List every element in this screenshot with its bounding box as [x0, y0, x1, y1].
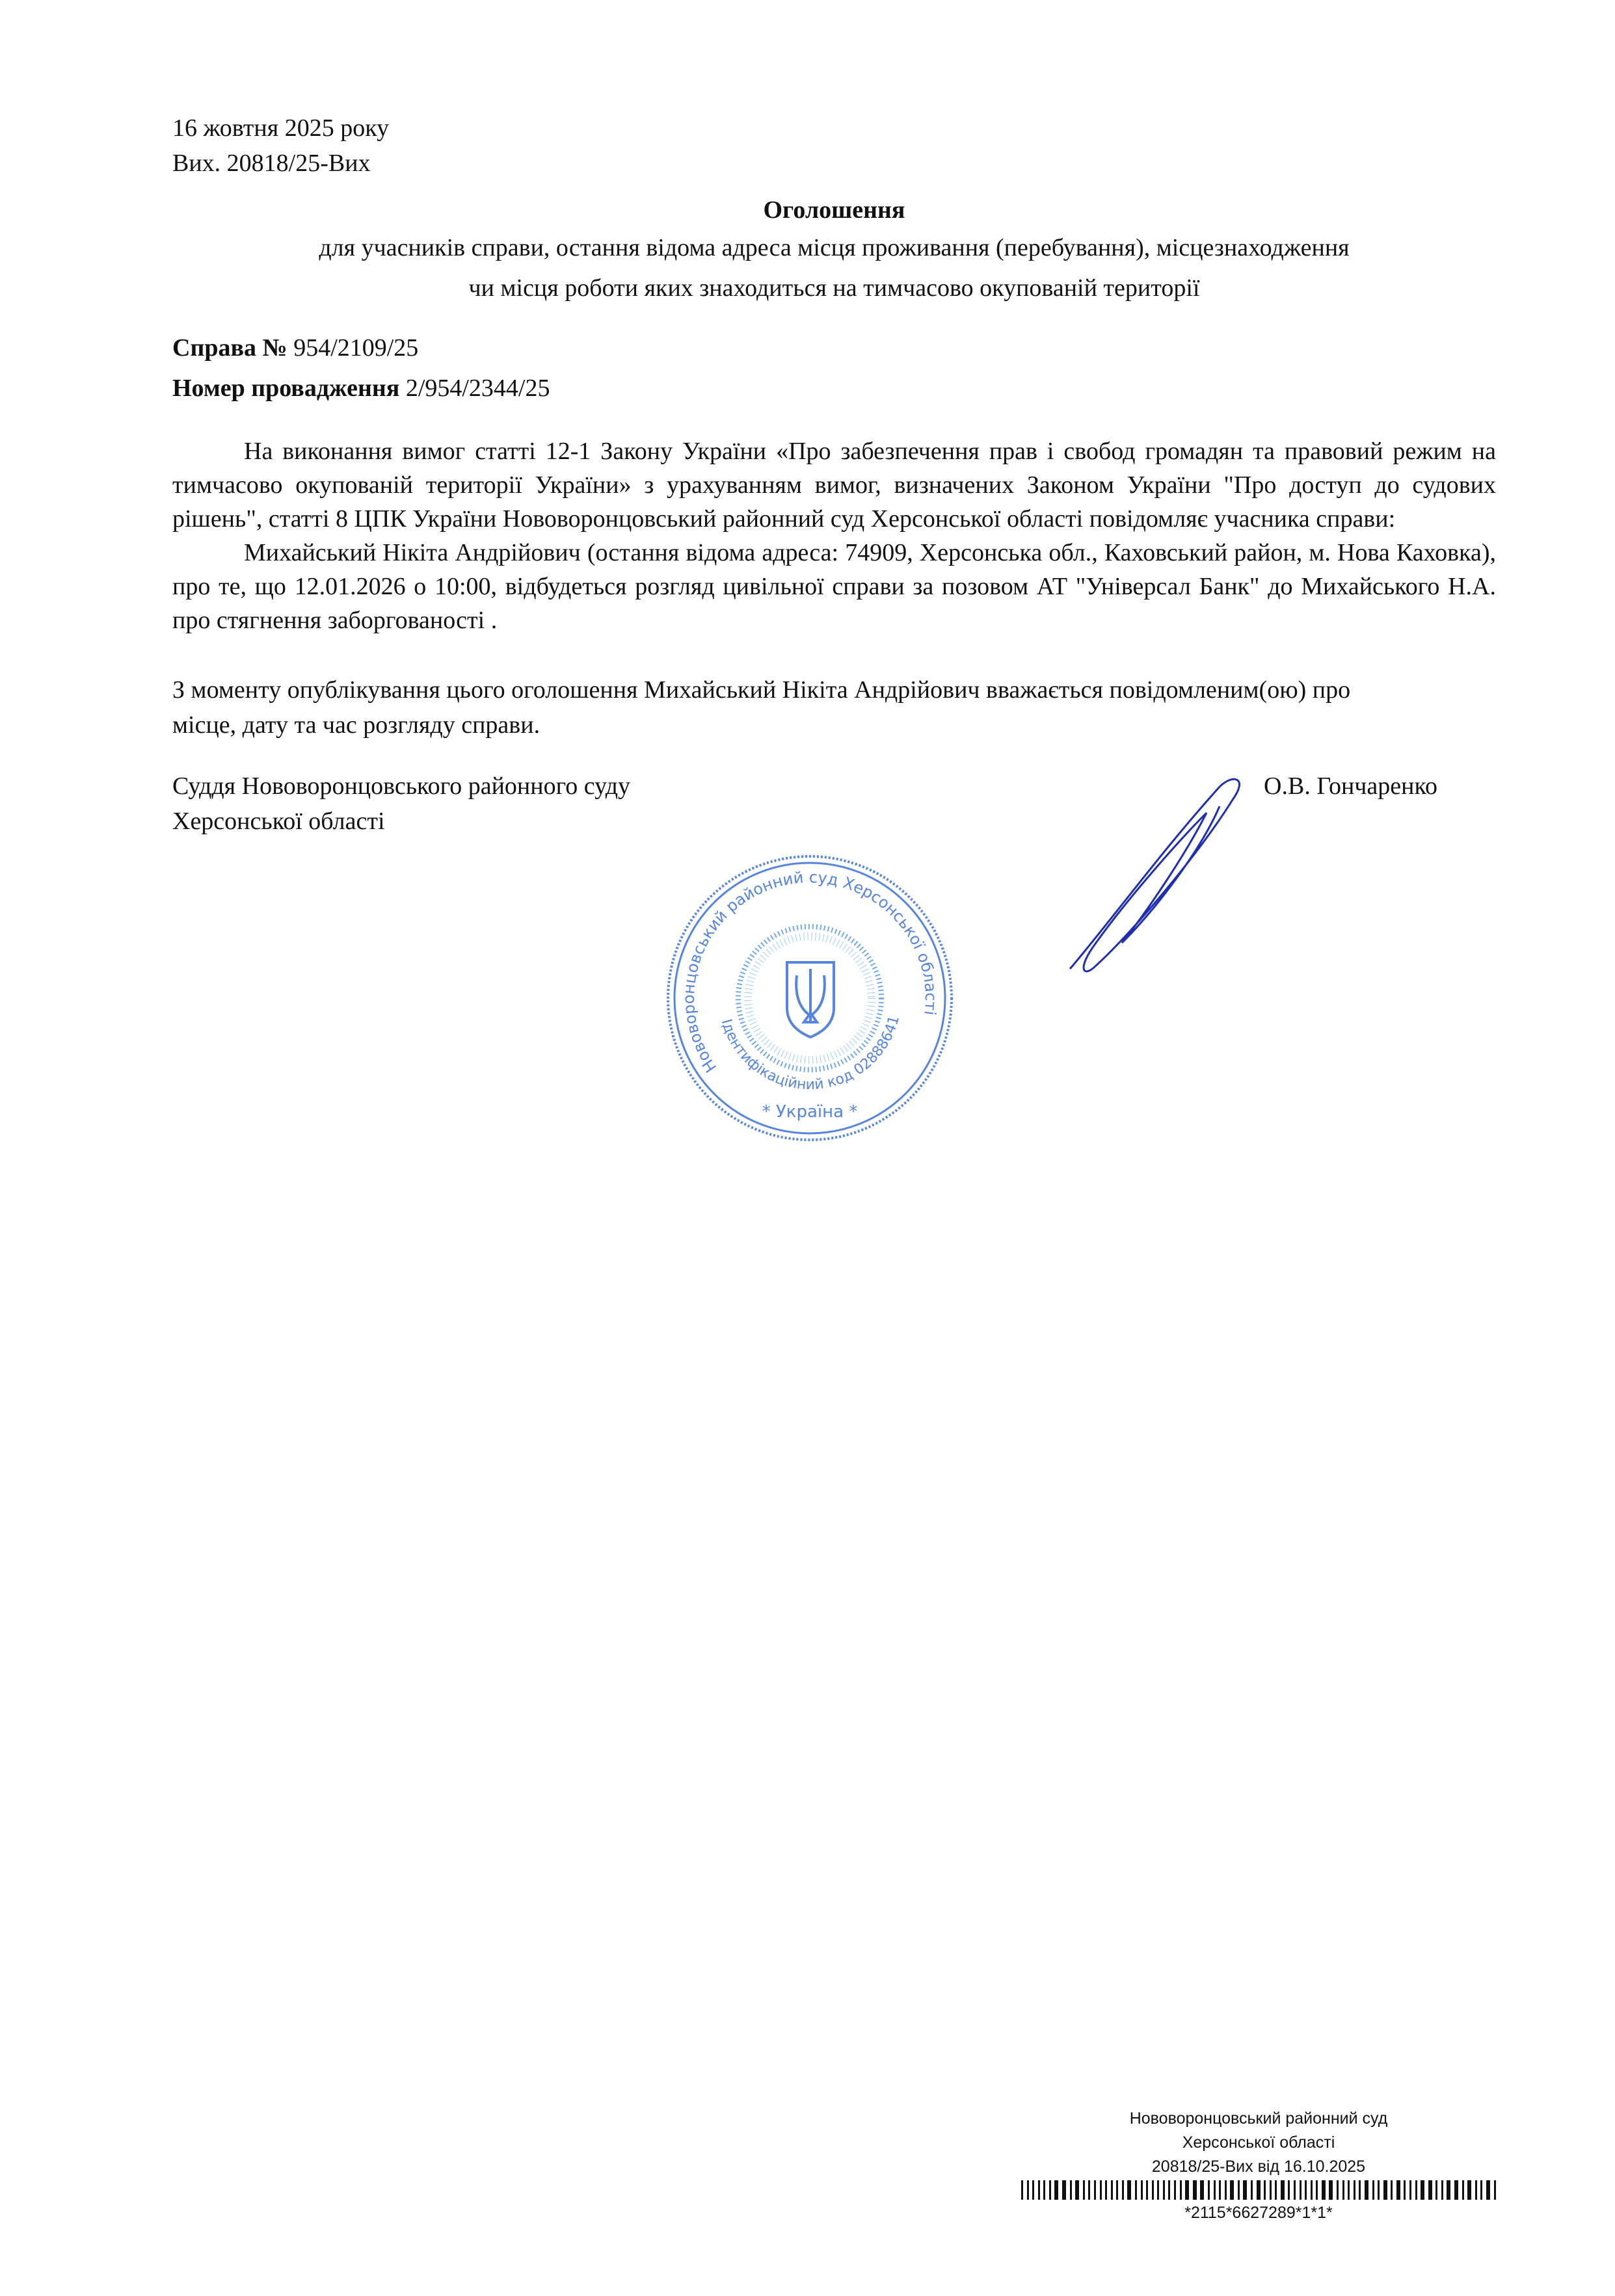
case-info	[172, 328, 1496, 408]
barcode-bar	[1281, 2180, 1285, 2200]
barcode-bar	[1185, 2180, 1189, 2200]
trident-icon	[787, 962, 834, 1037]
case-label: Справа №	[172, 334, 287, 362]
barcode-bar	[1329, 2180, 1333, 2200]
judge-signature	[1057, 767, 1278, 982]
announcement-body	[172, 434, 1496, 637]
barcode-bar	[1116, 2180, 1118, 2200]
signature-position	[172, 769, 630, 839]
barcode-bar	[1157, 2180, 1159, 2200]
body-paragraph-2: Михайський Нікіта Андрійович (остання відома адреса: 74909, Херсонська обл., Каховський район, м. Нова Каховка), про те, що 12.01.2026 о 10:00, відбудеться розгляд цивільної справи за позовом АТ "Універсал Банк" до Михайського Н.А. про стягнення заборгованості .	[172, 539, 1496, 634]
barcode-bar	[1251, 2180, 1253, 2200]
barcode-bar	[1174, 2180, 1176, 2200]
registration-footer	[1015, 2107, 1502, 2225]
barcode-bar	[1100, 2180, 1102, 2200]
barcode-bar	[1152, 2180, 1154, 2200]
barcode-bar	[1348, 2180, 1350, 2200]
barcode-bar	[1200, 2180, 1204, 2200]
court-stamp	[663, 852, 956, 1144]
document-subtitle	[172, 228, 1496, 308]
barcode-bar	[1105, 2180, 1107, 2200]
document-header	[172, 111, 1496, 181]
barcode-bar	[1032, 2180, 1034, 2200]
barcode-bar	[1305, 2180, 1307, 2200]
barcode-text: *2115*6627289*1*1*	[1184, 2204, 1333, 2222]
case-number: 954/2109/25	[293, 334, 419, 362]
barcode-bar	[1135, 2180, 1137, 2200]
barcode-bar	[1404, 2180, 1406, 2200]
barcode-bar	[1146, 2180, 1148, 2200]
proceeding-number: 2/954/2344/25	[405, 375, 550, 402]
barcode-bar	[1043, 2180, 1045, 2200]
barcode-bar	[1316, 2180, 1318, 2200]
body-paragraph-1: На виконання вимог статті 12-1 Закону України «Про забезпечення прав і свобод громадян та правовий режим на тимчасово окупованій території України» з урахуванням вимог, визначених Законом України "Про доступ до судових рішень", статті 8 ЦПК України Нововоронцовський районний суд Херсонської області повідомляє учасника справи:	[172, 438, 1496, 533]
judge-region: Херсонської області	[172, 808, 385, 835]
barcode-bar	[1311, 2180, 1313, 2200]
barcode-bar	[1354, 2180, 1355, 2200]
barcode-bar	[1062, 2180, 1066, 2200]
footer-region: Херсонської області	[1182, 2133, 1335, 2152]
barcode-bar	[1365, 2180, 1368, 2200]
barcode-bar	[1219, 2180, 1221, 2200]
barcode-bar	[1180, 2180, 1182, 2200]
barcode-bar	[1359, 2180, 1361, 2200]
barcode	[1021, 2180, 1496, 2200]
barcode-bar	[1111, 2180, 1113, 2200]
barcode-bar	[1238, 2180, 1240, 2200]
barcode-bar	[1441, 2180, 1443, 2200]
barcode-bar	[1214, 2180, 1216, 2200]
barcode-bar	[1378, 2180, 1380, 2200]
barcode-bar	[1288, 2180, 1290, 2200]
barcode-bar	[1193, 2180, 1197, 2200]
barcode-bar	[1275, 2180, 1277, 2200]
barcode-bar	[1083, 2180, 1085, 2200]
judge-position: Суддя Нововоронцовського районного суду	[172, 772, 631, 800]
barcode-bar	[1163, 2180, 1165, 2200]
barcode-bar	[1070, 2180, 1072, 2200]
barcode-bar	[1049, 2180, 1051, 2200]
barcode-bar	[1021, 2180, 1023, 2200]
stamp-outer-text: Нововоронцовський районний суд Херсонської області	[679, 868, 941, 1076]
barcode-bar	[1294, 2180, 1296, 2200]
judge-name: О.В. Гончаренко	[1264, 772, 1437, 800]
document-date: 16 жовтня 2025 року	[172, 114, 390, 142]
barcode-bar	[1454, 2180, 1458, 2200]
barcode-bar	[1208, 2180, 1210, 2200]
footer-court: Нововоронцовський районний суд	[1129, 2109, 1388, 2128]
barcode-bar	[1467, 2180, 1471, 2200]
stamp-inner-text: Ідентифікаційний код 02888641	[717, 1014, 903, 1094]
stamp-bottom-text: * Україна *	[762, 1102, 858, 1122]
barcode-bar	[1480, 2180, 1482, 2200]
stamp-signature-area	[172, 852, 1496, 1151]
barcode-bar	[1421, 2180, 1424, 2200]
barcode-bar	[1243, 2180, 1247, 2200]
barcode-bar	[1396, 2180, 1400, 2200]
outgoing-number: Вих. 20818/25-Вих	[172, 150, 371, 177]
subtitle-line: для учасників справи, остання відома адреса місця проживання (перебування), місцезнаходження	[319, 234, 1350, 261]
barcode-bar	[1225, 2180, 1227, 2200]
barcode-bar	[1415, 2180, 1417, 2200]
barcode-bar	[1428, 2180, 1432, 2200]
barcode-bar	[1230, 2180, 1234, 2200]
barcode-bar	[1462, 2180, 1464, 2200]
barcode-bar	[1264, 2180, 1266, 2200]
subtitle-line: чи місця роботи яких знаходиться на тимчасово окупованій території	[468, 274, 1200, 302]
barcode-bar	[1122, 2180, 1124, 2200]
barcode-bar	[1127, 2180, 1131, 2200]
barcode-bar	[1383, 2180, 1387, 2200]
barcode-bar	[1038, 2180, 1040, 2200]
barcode-bar	[1270, 2180, 1272, 2200]
barcode-bar	[1486, 2180, 1490, 2200]
barcode-bar	[1494, 2180, 1496, 2200]
barcode-bar	[1372, 2180, 1374, 2200]
barcode-bar	[1391, 2180, 1393, 2200]
signature-row	[172, 769, 1496, 839]
document-content	[172, 111, 1496, 1151]
barcode-bar	[1300, 2180, 1301, 2200]
footer-reg-number: 20818/25-Вих від 16.10.2025	[1151, 2157, 1366, 2176]
barcode-bar	[1322, 2180, 1326, 2200]
barcode-bar	[1409, 2180, 1411, 2200]
barcode-bar	[1027, 2180, 1029, 2200]
barcode-bar	[1257, 2180, 1261, 2200]
barcode-bar	[1168, 2180, 1170, 2200]
barcode-bar	[1447, 2180, 1450, 2200]
proceeding-label: Номер провадження	[172, 375, 400, 402]
document-title: Оголошення	[763, 196, 905, 224]
barcode-bar	[1088, 2180, 1090, 2200]
barcode-bar	[1054, 2180, 1058, 2200]
barcode-bar	[1435, 2180, 1437, 2200]
barcode-bar	[1475, 2180, 1477, 2200]
body-paragraph-3: З моменту опублікування цього оголошення Михайський Нікіта Андрійович вважається повідомленим(ою) про місце, дату та час розгляду справи.	[172, 676, 1351, 739]
barcode-bar	[1141, 2180, 1143, 2200]
barcode-bar	[1075, 2180, 1079, 2200]
barcode-bar	[1337, 2180, 1339, 2200]
barcode-bar	[1342, 2180, 1344, 2200]
barcode-bar	[1094, 2180, 1096, 2200]
